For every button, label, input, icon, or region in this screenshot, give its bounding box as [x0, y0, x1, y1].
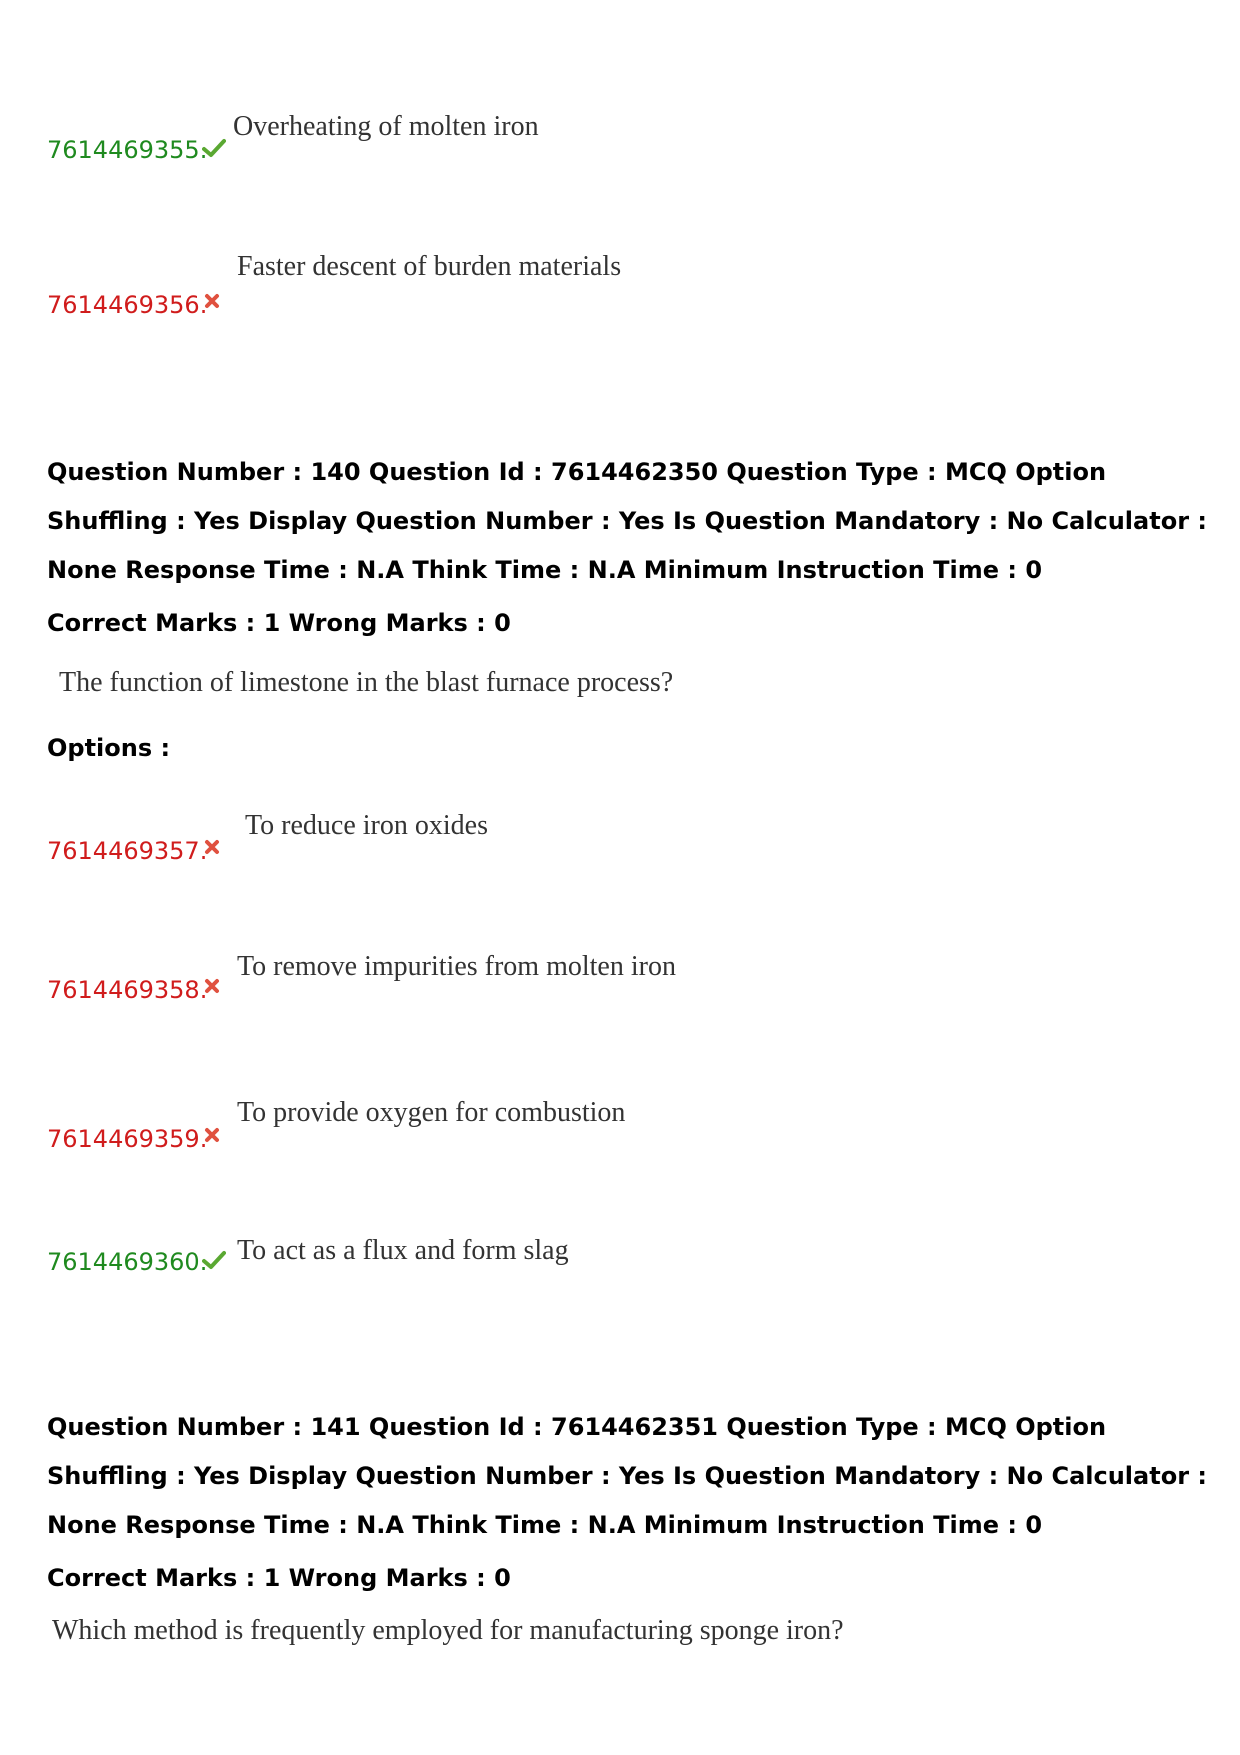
- question-meta: Question Number : 140 Question Id : 7614462350 Question Type : MCQ Option Shuffling : Yes Display Question Number : Yes Is Question Mandatory : No Calculator : None Response Time : N.A Think Time : N.A Minimum Instruction Time : 0: [47, 458, 1207, 584]
- cross-icon: [204, 978, 220, 994]
- option-id: 7614469355.: [47, 136, 208, 164]
- option-text: To provide oxygen for combustion: [237, 1097, 626, 1128]
- marks-line: Correct Marks : 1 Wrong Marks : 0: [47, 609, 511, 637]
- options-label: Options :: [47, 734, 171, 762]
- option-text: Overheating of molten iron: [233, 111, 539, 142]
- option-id: 7614469360.: [47, 1248, 208, 1276]
- option-id: 7614469359.: [47, 1125, 208, 1153]
- question-text: Which method is frequently employed for manufacturing sponge iron?: [52, 1615, 844, 1646]
- option-text: To act as a flux and form slag: [237, 1235, 569, 1266]
- option-id: 7614469356.: [47, 291, 208, 319]
- cross-icon: [204, 293, 220, 309]
- option-text: To remove impurities from molten iron: [237, 951, 676, 982]
- option-text: Faster descent of burden materials: [237, 251, 622, 282]
- check-icon: [202, 138, 226, 158]
- cross-icon: [204, 1127, 220, 1143]
- question-meta: Question Number : 141 Question Id : 7614462351 Question Type : MCQ Option Shuffling : Yes Display Question Number : Yes Is Question Mandatory : No Calculator : None Response Time : N.A Think Time : N.A Minimum Instruction Time : 0: [47, 1413, 1207, 1539]
- option-text: To reduce iron oxides: [245, 810, 488, 841]
- option-id: 7614469358.: [47, 976, 208, 1004]
- marks-line: Correct Marks : 1 Wrong Marks : 0: [47, 1564, 511, 1592]
- cross-icon: [204, 839, 220, 855]
- question-text: The function of limestone in the blast furnace process?: [59, 667, 674, 698]
- check-icon: [202, 1250, 226, 1270]
- option-id: 7614469357.: [47, 837, 208, 865]
